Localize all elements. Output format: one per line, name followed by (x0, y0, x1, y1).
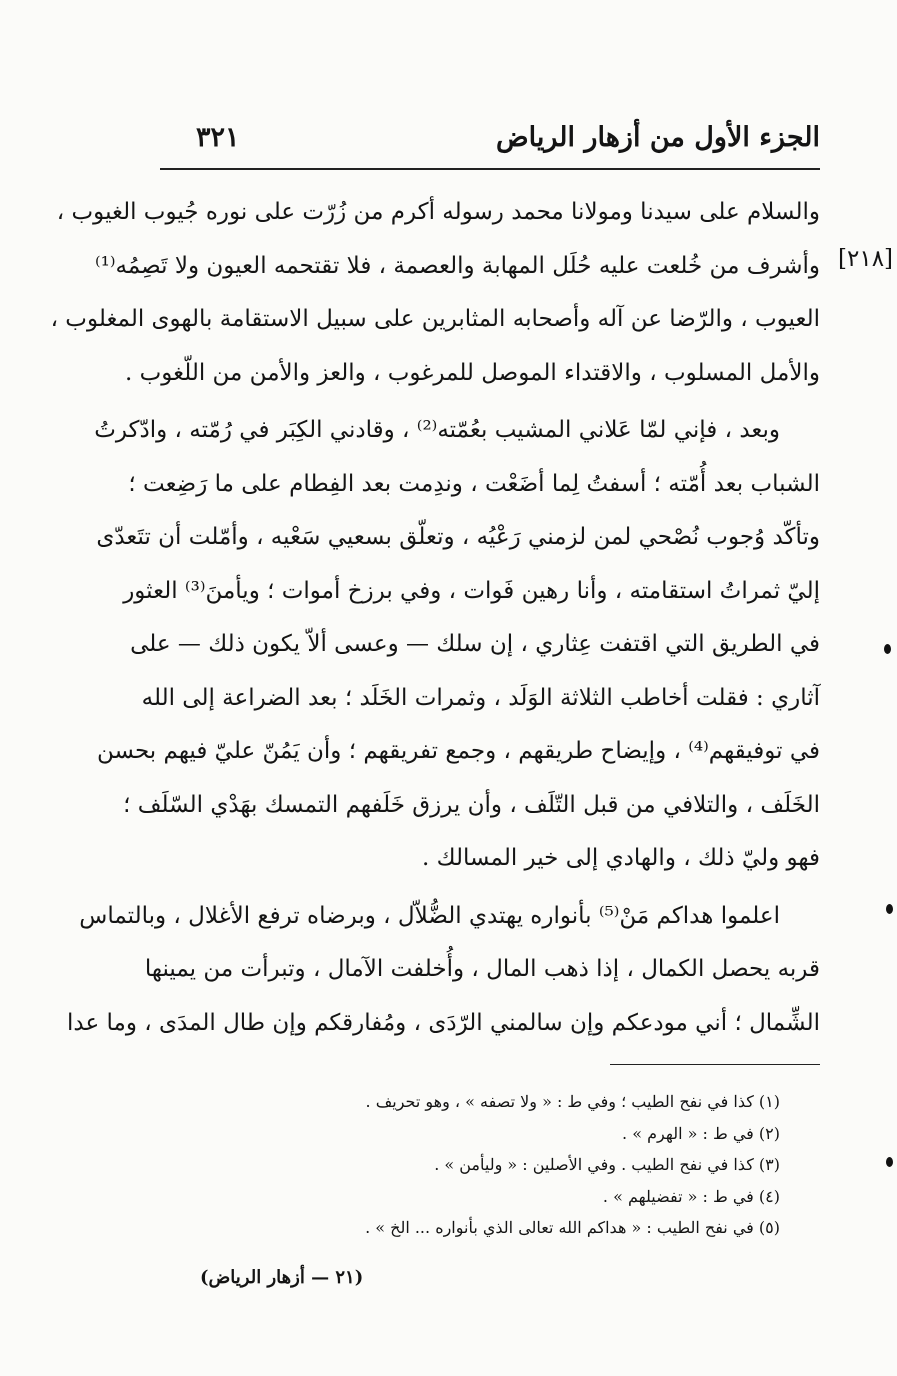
footnote: (٤) في ط : « تفضيلهم » . (602, 1186, 780, 1206)
footnote: (١) كذا في نفح الطيب ؛ وفي ط : « ولا تصفه » ، وهو تحريف . (365, 1092, 780, 1111)
margin-page-reference: [٢١٨] (838, 246, 894, 272)
text-line: فهو وليّ ذلك ، والهادي إلى خير المسالك . (421, 845, 820, 871)
text-line: والسلام على سيدنا ومولانا محمد رسوله أكرم من زُرّت على نوره جُيوب الغيوب ، (56, 199, 820, 225)
text-line: آثاري : فقلت أخاطب الثلاثة الوَلَد ، وثمرات الخَلَد ؛ بعد الضراعة إلى الله (141, 684, 820, 711)
text-line: قربه يحصل الكمال ، إذا ذهب المال ، وأُخلفت الآمال ، وتبرأت من يمينها (144, 956, 820, 982)
text-line: في الطريق التي اقتفت عِثاري ، إن سلك — وعسى ألاّ يكون ذلك — على (130, 631, 820, 657)
header-rule (160, 168, 820, 170)
signature-mark: (٢١ — أزهار الرياض) (200, 1267, 364, 1288)
text-line: وتأكّد وُجوب نُصْحي لمن لزمني رَعْيُه ، وتعلّق بسعيي سَعْيه ، وأمّلت أن تتَعدّى (96, 524, 820, 550)
footnotes (160, 1086, 820, 1244)
text-line: الخَلَف ، والتلافي من قبل التّلَف ، وأن يرزق خَلَفهم التمسك بهَدْي السّلَف ؛ (123, 791, 820, 818)
text-line: وأشرف من خُلعت عليه حُلَل المهابة والعصمة ، فلا تقتحمه العيون ولا تَصِمُه⁽¹⁾ (95, 252, 820, 279)
margin-mark (886, 1157, 893, 1167)
text-line: إليّ ثمراتُ استقامته ، وأنا رهين فَوات ، وفي برزخ أموات ؛ ويأمنَ⁽³⁾ العثور (123, 577, 820, 604)
text-line: اعلموا هداكم مَنْ⁽⁵⁾ بأنواره يهتدي الضُّلاّل ، وبرضاه ترفع الأغلال ، وبالتماس (79, 902, 780, 929)
footnote-rule (610, 1064, 820, 1065)
running-title: الجزء الأول من أزهار الرياض (496, 122, 820, 153)
text-line: الشباب بعد أُمّته ؛ أسفتُ لِما أضَعْت ، وندِمت بعد الفِطام على ما رَضِعت ؛ (128, 470, 820, 497)
text-line: في توفيقهم⁽⁴⁾ ، وإيضاح طريقهم ، وجمع تفريقهم ؛ وأن يَمُنّ عليّ فيهم بحسن (96, 738, 820, 764)
main-text (50, 186, 820, 1050)
text-line: والأمل المسلوب ، والاقتداء الموصل للمرغوب ، والعز والأمن من اللّغوب . (124, 359, 820, 386)
text-line: وبعد ، فإني لمّا عَلاني المشيب بعُمّته⁽²⁾ ، وقادني الكِبَر في رُمّته ، وادّكرتُ (94, 417, 780, 443)
footnote: (٥) في نفح الطيب : « هداكم الله تعالى الذي بأنواره ... الخ » . (365, 1218, 780, 1237)
footnote: (٢) في ط : « الهرم » . (622, 1123, 780, 1143)
margin-mark (886, 904, 893, 914)
footnote: (٣) كذا في نفح الطيب . وفي الأصلين : « وليأمن » . (434, 1155, 780, 1174)
text-line: الشِّمال ؛ أني مودعكم وإن سالمني الرّدَى ، ومُفارقكم وإن طال المدَى ، وما عدا (67, 1009, 820, 1036)
running-header (160, 118, 820, 162)
margin-mark (884, 644, 891, 654)
page-number: ٣٢١ (196, 122, 240, 153)
text-line: العيوب ، والرّضا عن آله وأصحابه المثابرين على سبيل الاستقامة بالهوى المغلوب ، (50, 306, 820, 332)
